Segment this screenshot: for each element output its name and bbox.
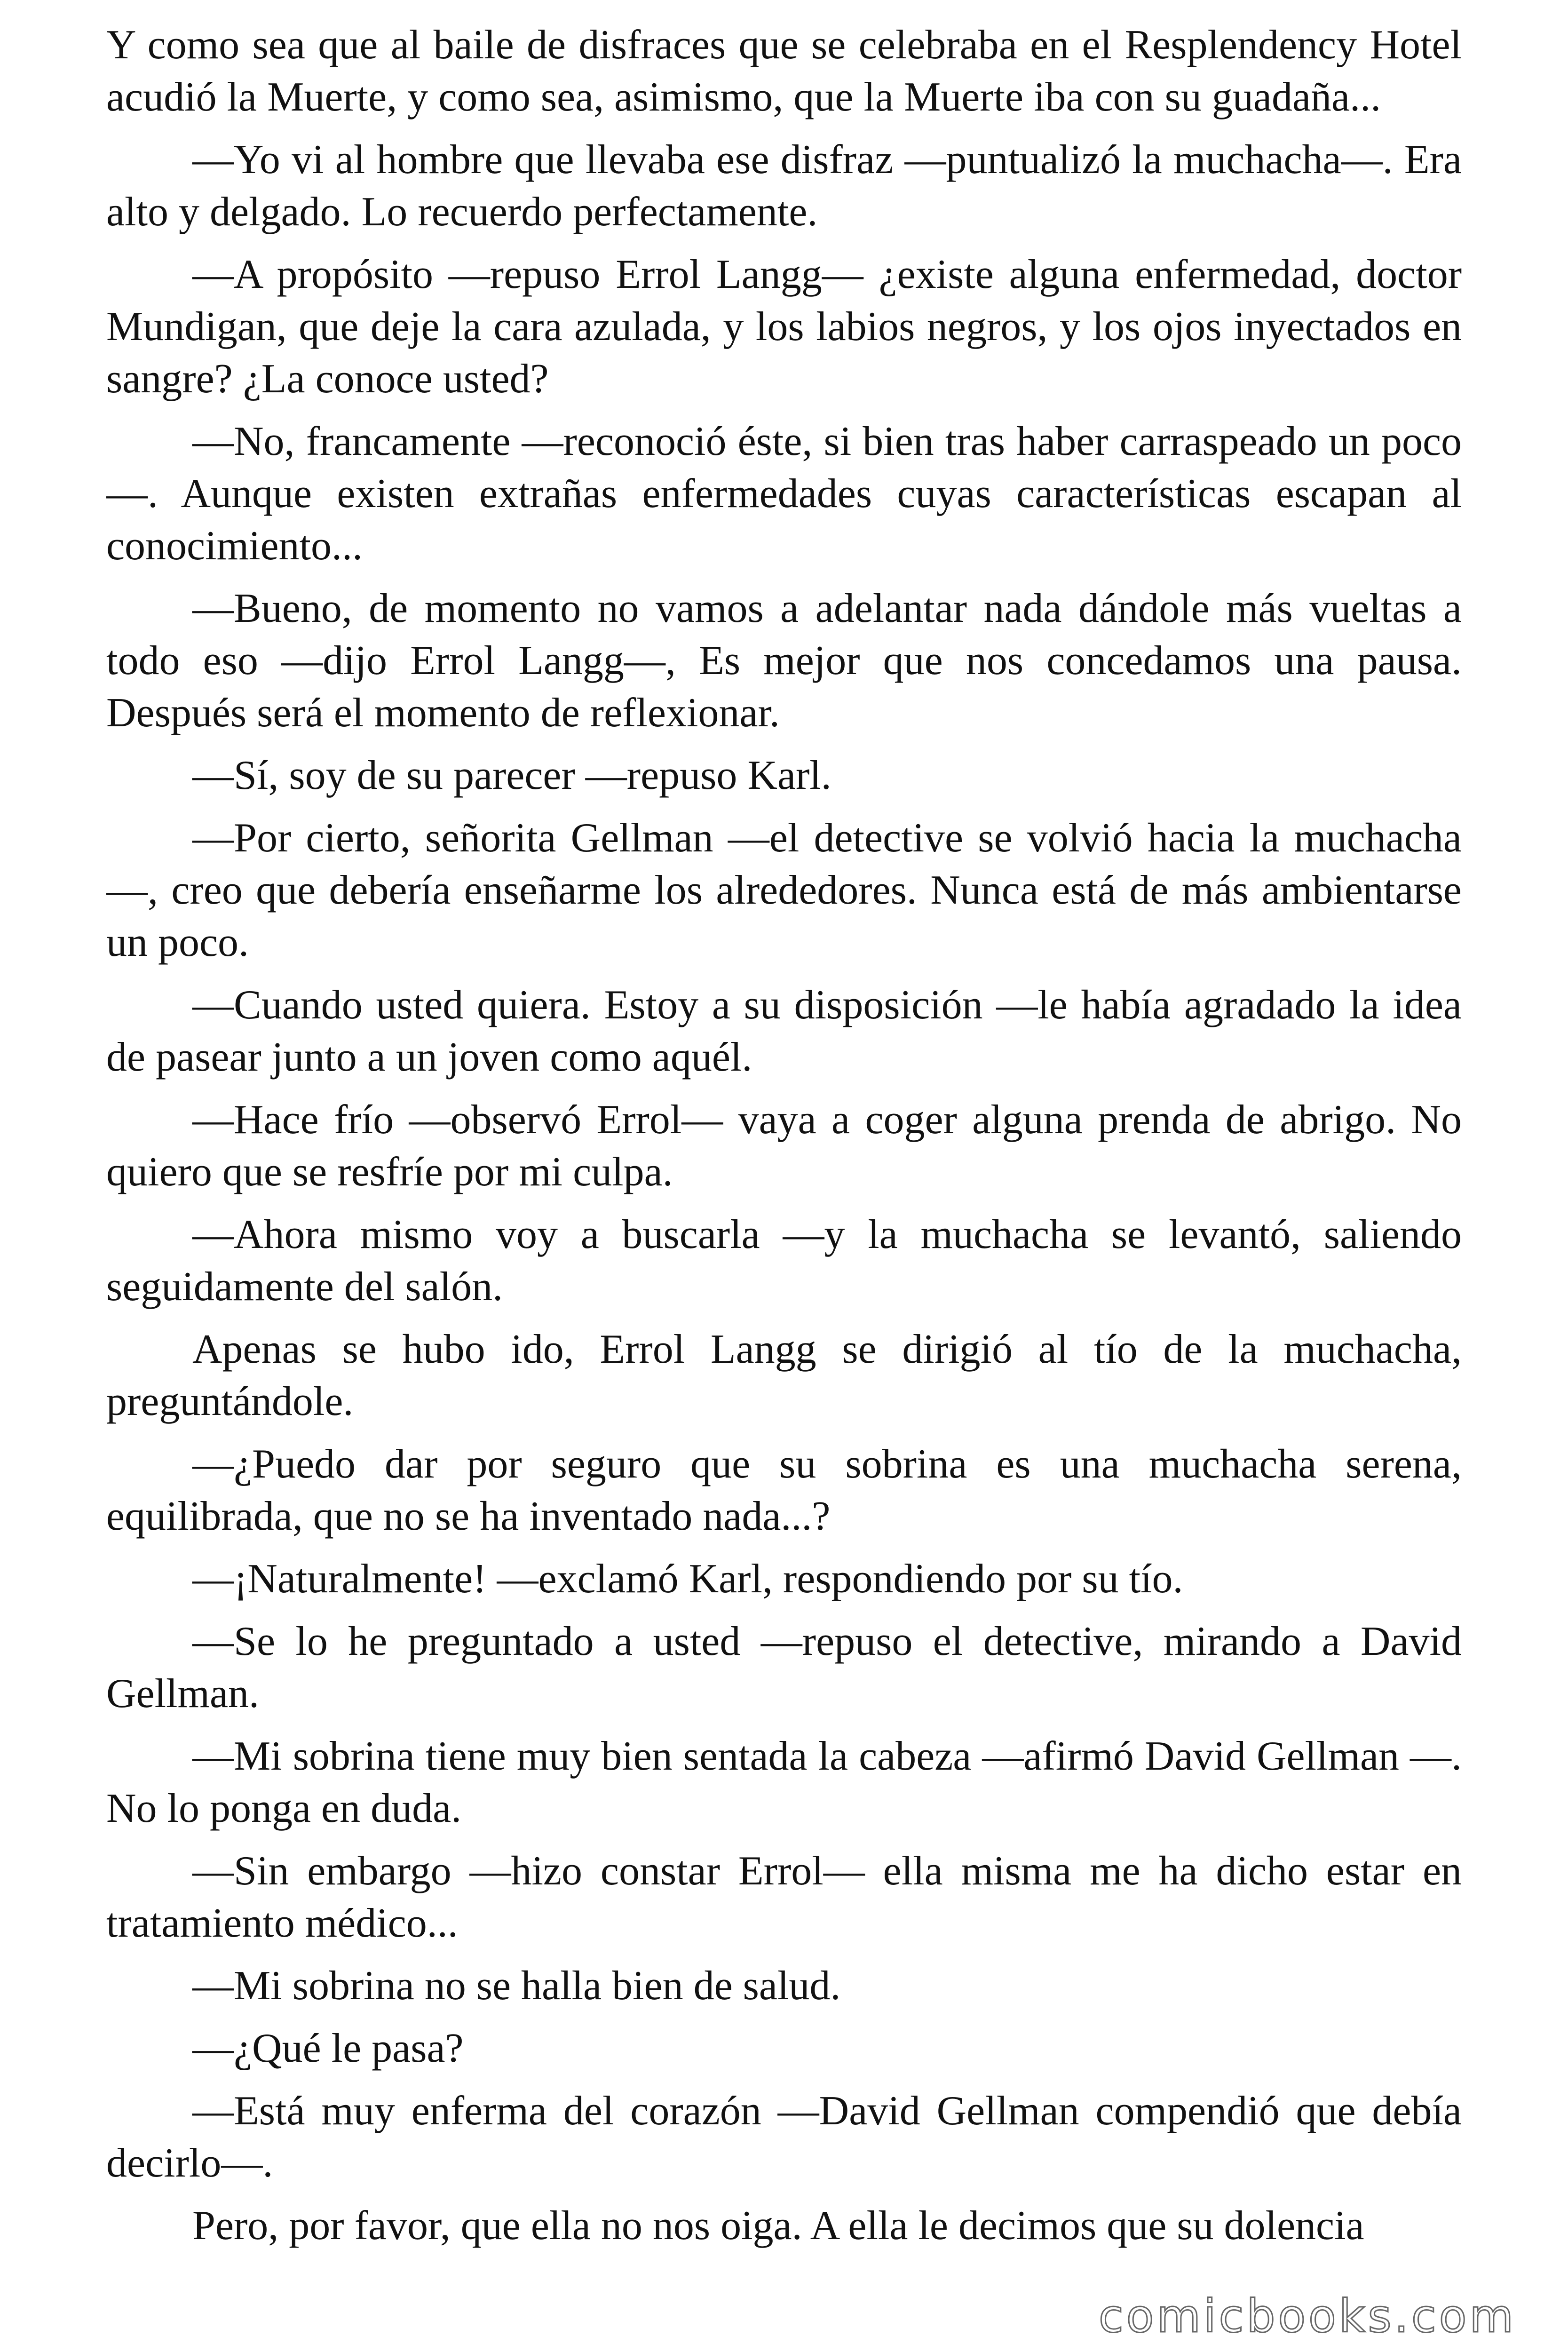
paragraph: —Mi sobrina tiene muy bien sentada la cabeza —afirmó David Gellman —. No lo ponga en duda. [106, 1733, 1462, 1831]
paragraph: —Por cierto, señorita Gellman —el detective se volvió hacia la muchacha—, creo que debería enseñarme los alrededores. Nunca está de más ambientarse un poco. [106, 815, 1462, 965]
paragraph: —¿Puedo dar por seguro que su sobrina es una muchacha serena, equilibrada, que no se ha inventado nada...? [106, 1441, 1462, 1539]
watermark: comicbooks.com [1098, 2290, 1516, 2343]
paragraph: —A propósito —repuso Errol Langg— ¿existe alguna enfermedad, doctor Mundigan, que deje la cara azulada, y los labios negros, y los ojos inyectados en sangre? ¿La conoce usted? [106, 252, 1462, 402]
paragraph: Apenas se hubo ido, Errol Langg se dirigió al tío de la muchacha, preguntándole. [106, 1327, 1462, 1424]
paragraph: —Se lo he preguntado a usted —repuso el detective, mirando a David Gellman. [106, 1619, 1462, 1716]
paragraph: —Hace frío —observó Errol— vaya a coger alguna prenda de abrigo. No quiero que se resfríe por mi culpa. [106, 1097, 1462, 1195]
paragraph: —¿Qué le pasa? [192, 2026, 464, 2071]
paragraph: —Está muy enferma del corazón —David Gellman compendió que debía decirlo—. [106, 2088, 1462, 2186]
paragraph: Y como sea que al baile de disfraces que se celebraba en el Resplendency Hotel acudió la Muerte, y como sea, asimismo, que la Muerte iba con su guadaña... [106, 22, 1462, 120]
paragraph: —¡Naturalmente! —exclamó Karl, respondiendo por su tío. [192, 1556, 1183, 1602]
paragraph: —Sin embargo —hizo constar Errol— ella misma me ha dicho estar en tratamiento médico... [106, 1848, 1462, 1946]
paragraph: —Sí, soy de su parecer —repuso Karl. [192, 753, 832, 798]
paragraph: Pero, por favor, que ella no nos oiga. A ella le decimos que su dolencia [192, 2203, 1364, 2249]
document-page [106, 19, 1462, 2352]
paragraph: —No, francamente —reconoció éste, si bien tras haber carraspeado un poco—. Aunque existen extrañas enfermedades cuyas características escapan al conocimiento... [106, 419, 1462, 569]
paragraph: —Yo vi al hombre que llevaba ese disfraz —puntualizó la muchacha—. Era alto y delgado. Lo recuerdo perfectamente. [106, 137, 1462, 235]
paragraph: —Cuando usted quiera. Estoy a su disposición —le había agradado la idea de pasear junto a un joven como aquél. [106, 982, 1462, 1080]
paragraph: —Ahora mismo voy a buscarla —y la muchacha se levantó, saliendo seguidamente del salón. [106, 1212, 1462, 1310]
paragraph: —Bueno, de momento no vamos a adelantar nada dándole más vueltas a todo eso —dijo Errol Langg—, Es mejor que nos concedamos una pausa. Después será el momento de reflexionar. [106, 586, 1462, 736]
paragraph: —Mi sobrina no se halla bien de salud. [192, 1963, 841, 2009]
